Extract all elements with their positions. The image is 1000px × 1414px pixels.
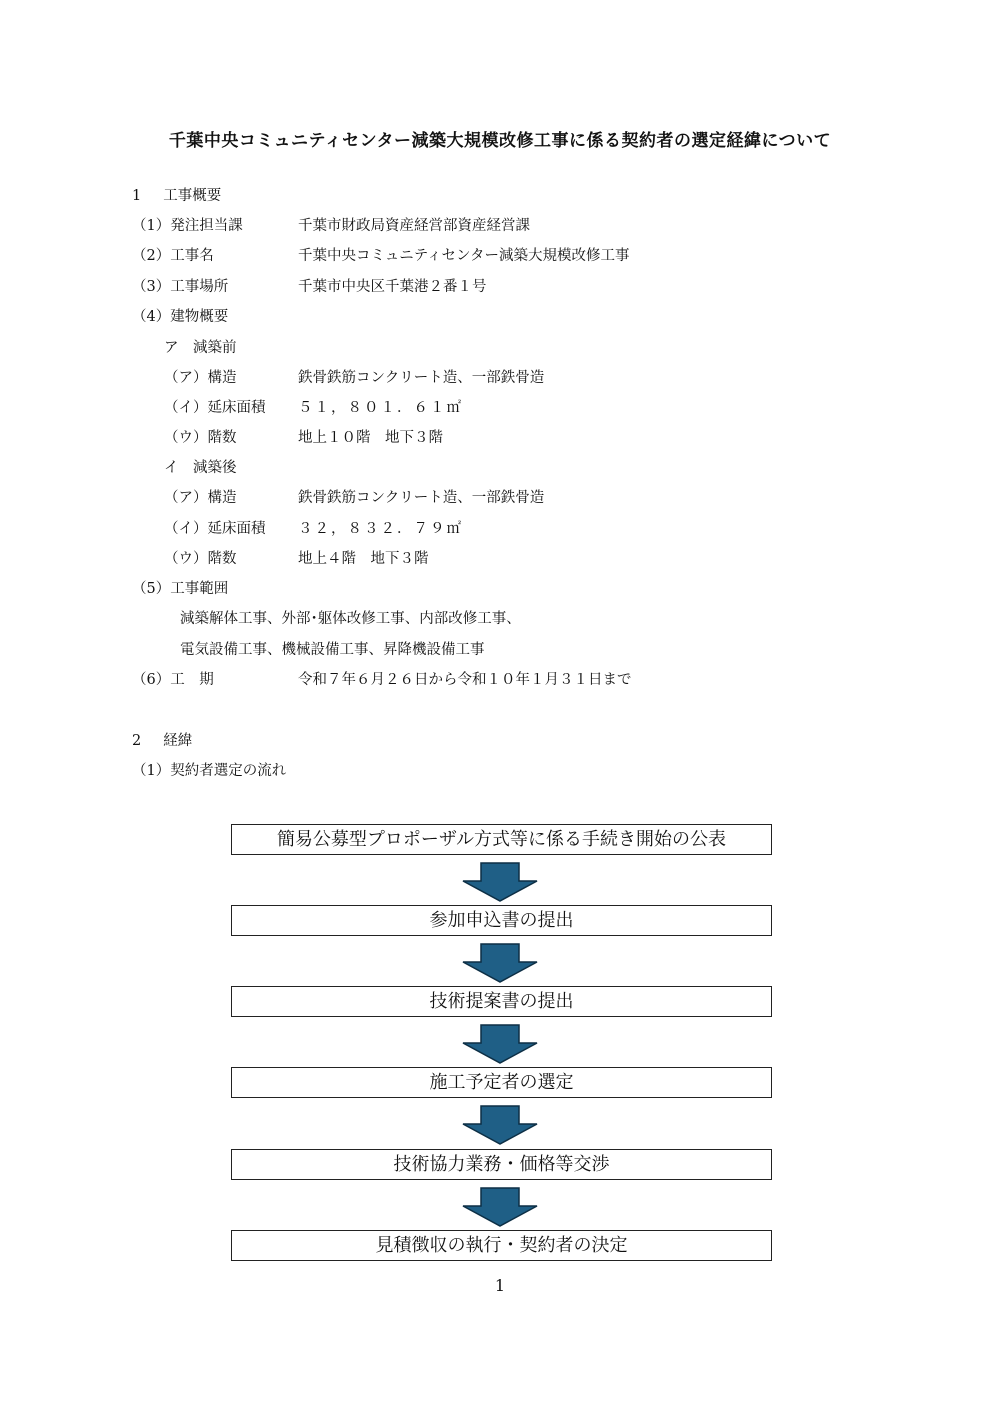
- item-department-label: （1）発注担当課: [132, 218, 243, 234]
- item-project-name-label: （2）工事名: [132, 248, 214, 264]
- section2-heading: [132, 731, 192, 751]
- item-building-label: （4）建物概要: [132, 309, 229, 325]
- period-label: （6）工 期: [132, 672, 214, 688]
- after-structure-label: （ア）構造: [164, 490, 237, 506]
- flow-step-3: 技術提案書の提出: [231, 986, 772, 1017]
- item-location-value: 千葉市中央区千葉港２番１号: [298, 279, 487, 295]
- flow-step-1: 簡易公募型プロポーザル方式等に係る手続き開始の公表: [231, 824, 772, 855]
- before-floors-value: 地上１０階 地下３階: [298, 430, 443, 446]
- scope-line-2: 電気設備工事、機械設備工事、昇降機設備工事: [180, 642, 485, 658]
- flow-step-2: 参加申込書の提出: [231, 905, 772, 936]
- before-structure-label: （ア）構造: [164, 370, 237, 386]
- section1-heading: [132, 186, 221, 206]
- page-number: 1: [494, 1276, 506, 1295]
- scope-line-1: 減築解体工事、外部･躯体改修工事、内部改修工事、: [180, 611, 521, 627]
- flow-arrow-2-icon: [462, 943, 538, 983]
- section1-title: 工事概要: [163, 188, 222, 204]
- document-title: 千葉中央コミュニティセンター減築大規模改修工事に係る契約者の選定経緯について: [168, 131, 832, 151]
- after-floors-value: 地上４階 地下３階: [298, 551, 429, 567]
- before-floors-label: （ウ）階数: [164, 430, 237, 446]
- flow-step-6: 見積徴収の執行・契約者の決定: [231, 1230, 772, 1261]
- period-value: 令和７年６月２６日から令和１０年１月３１日まで: [298, 672, 632, 688]
- flow-step-4: 施工予定者の選定: [231, 1067, 772, 1098]
- after-floor-area-label: （イ）延床面積: [164, 521, 266, 537]
- item-project-name-value: 千葉中央コミュニティセンター減築大規模改修工事: [298, 248, 630, 264]
- scope-label: （5）工事範囲: [132, 581, 229, 597]
- after-structure-value: 鉄骨鉄筋コンクリート造、一部鉄骨造: [298, 490, 545, 506]
- before-floor-area-value: ５１，８０１．６１㎡: [298, 400, 463, 416]
- section1-number: 1: [132, 188, 142, 204]
- section2-title: 経緯: [163, 733, 193, 749]
- after-floor-area-value: ３２，８３２．７９㎡: [298, 521, 463, 537]
- before-structure-value: 鉄骨鉄筋コンクリート造、一部鉄骨造: [298, 370, 545, 386]
- item-location-label: （3）工事場所: [132, 279, 229, 295]
- section2-number: 2: [132, 733, 142, 749]
- after-heading: イ 減築後: [164, 460, 237, 476]
- section2-subheading: （1）契約者選定の流れ: [132, 763, 287, 779]
- flow-arrow-5-icon: [462, 1187, 538, 1227]
- flow-arrow-3-icon: [462, 1024, 538, 1064]
- flow-arrow-4-icon: [462, 1105, 538, 1145]
- flow-arrow-1-icon: [462, 862, 538, 902]
- after-floors-label: （ウ）階数: [164, 551, 237, 567]
- before-floor-area-label: （イ）延床面積: [164, 400, 266, 416]
- flow-step-5: 技術協力業務・価格等交渉: [231, 1149, 772, 1180]
- before-heading: ア 減築前: [164, 340, 237, 356]
- item-department-value: 千葉市財政局資産経営部資産経営課: [298, 218, 530, 234]
